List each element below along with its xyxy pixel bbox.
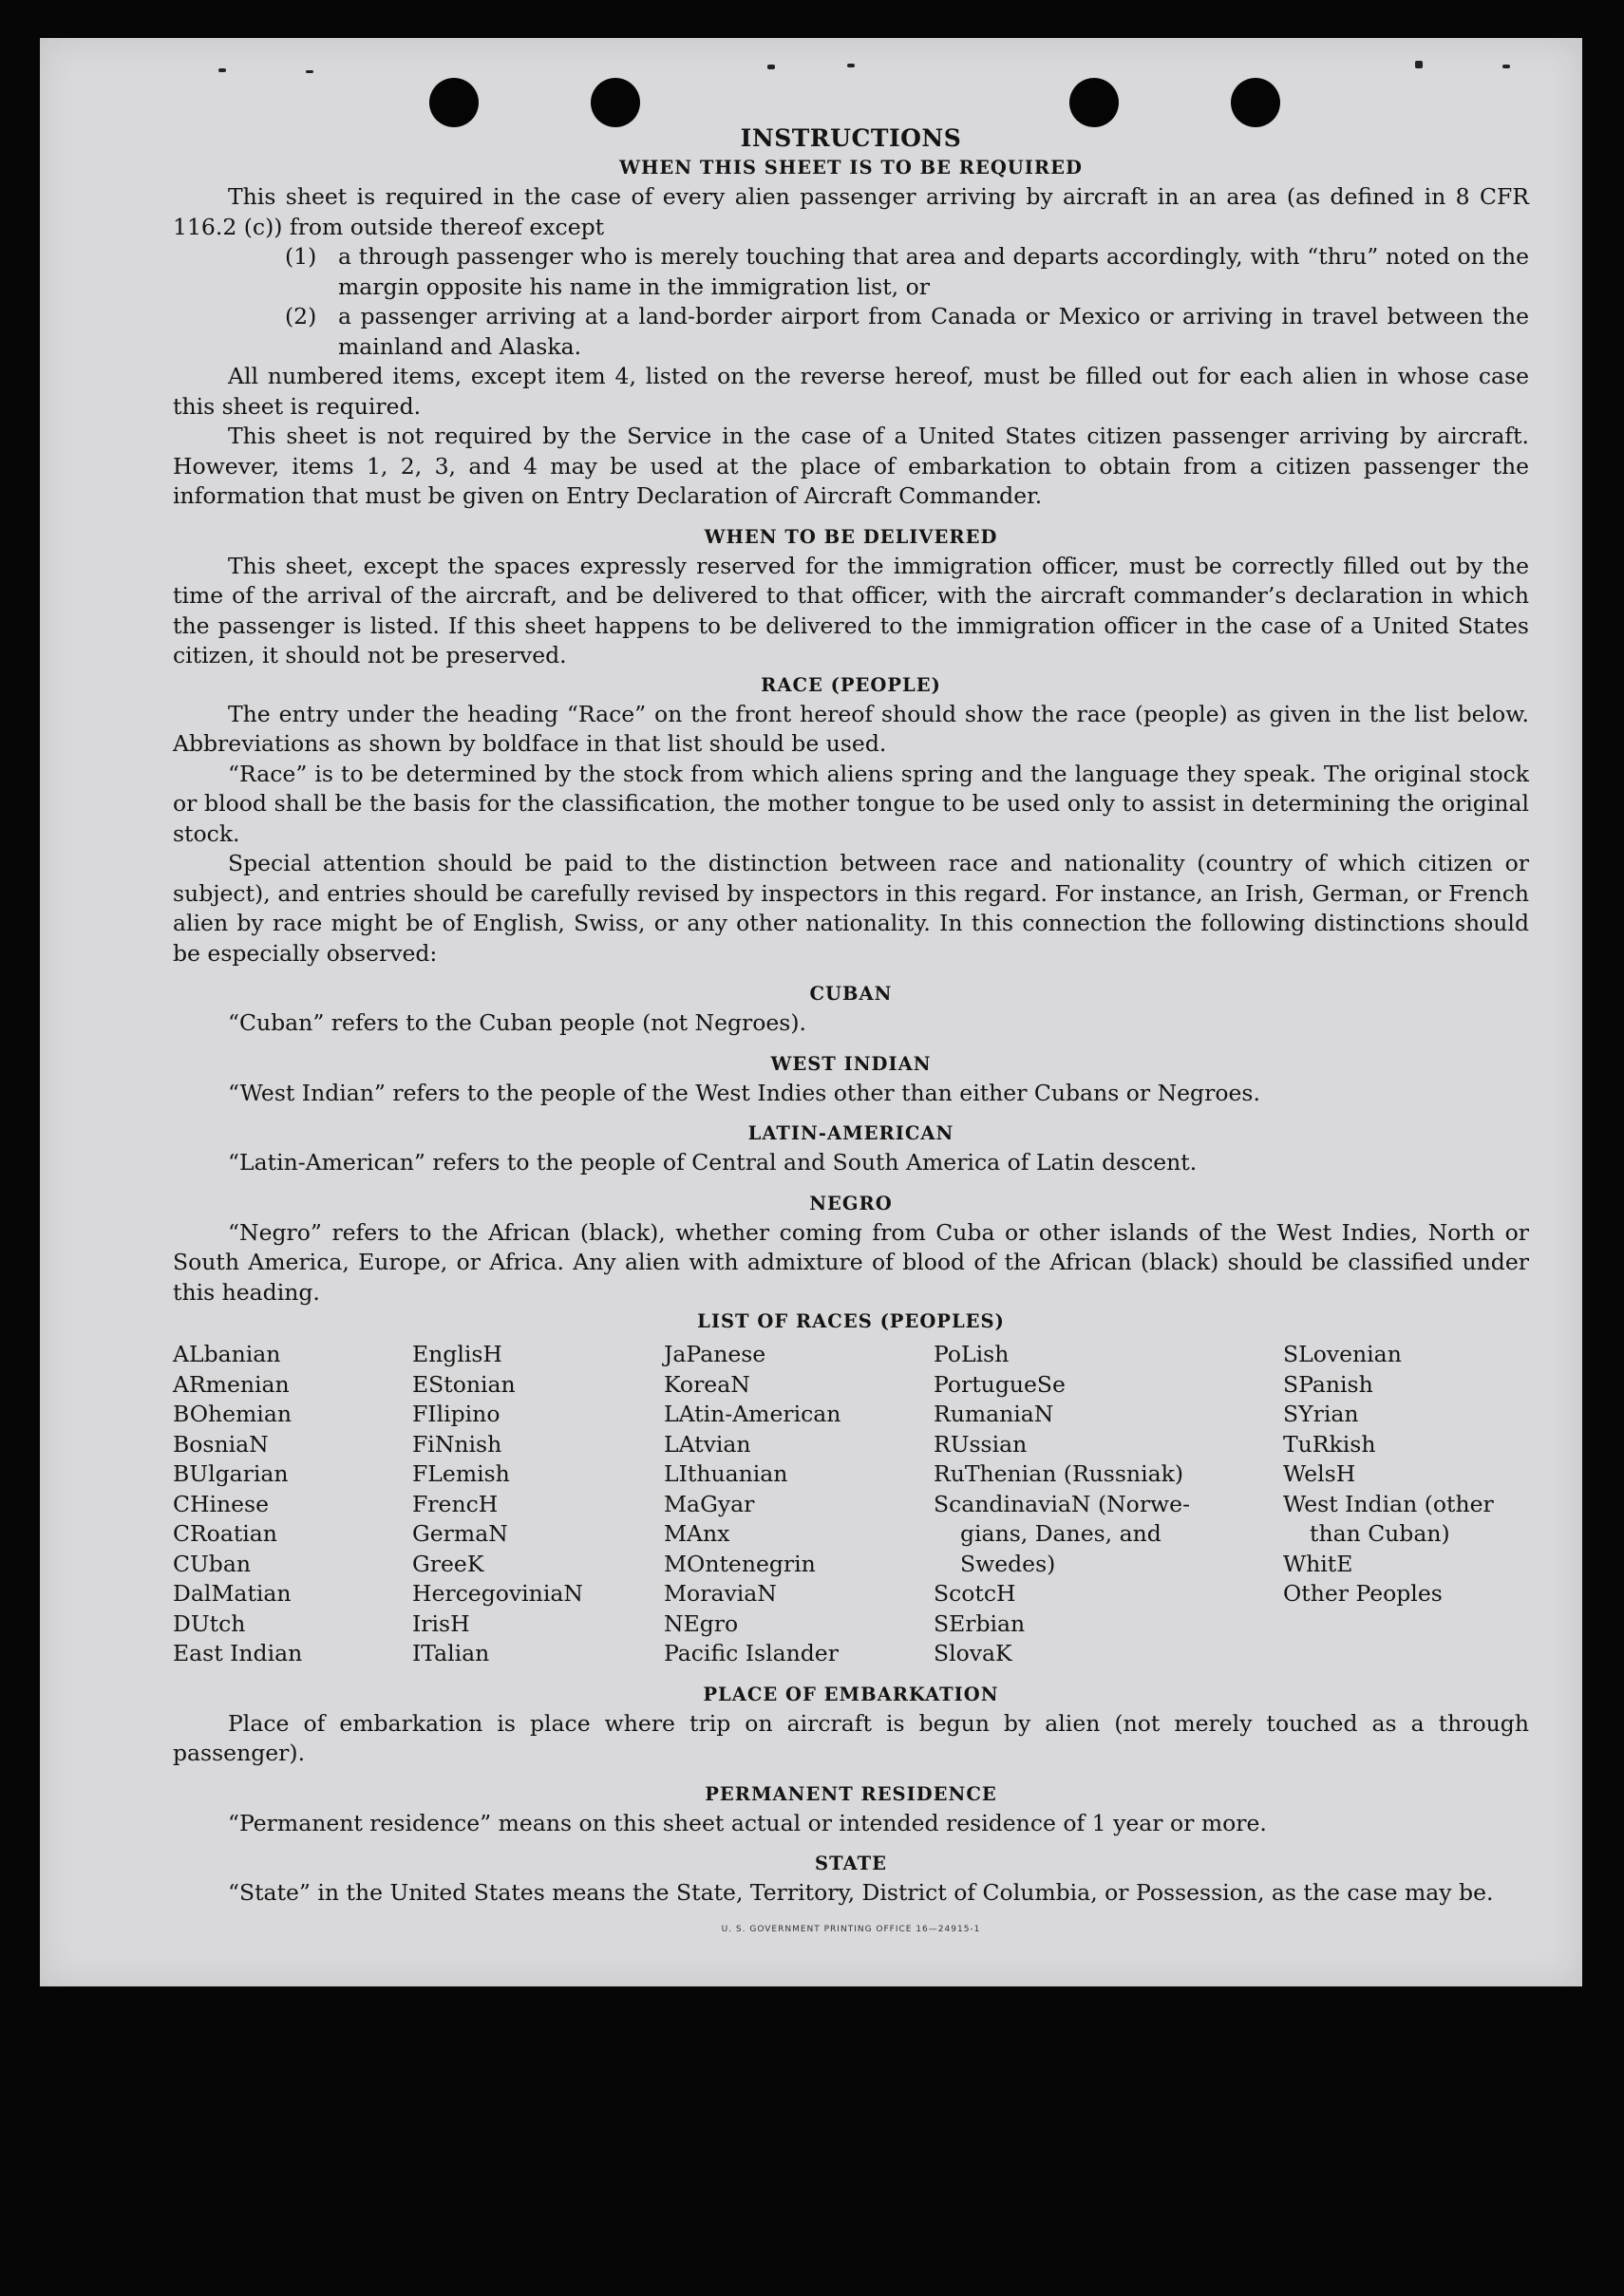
race-entry: ITalian	[412, 1640, 490, 1666]
race-entry: WelsH	[1283, 1460, 1356, 1487]
races-column	[934, 1340, 1283, 1669]
paragraph: The entry under the heading “Race” on the front hereof should show the race (people) as given in the list below. Abbreviations as shown by boldface in that list should be used.	[173, 700, 1529, 757]
section-heading: WHEN TO BE DELIVERED	[704, 525, 998, 548]
race-entry: GermaN	[412, 1520, 508, 1547]
race-entry: West Indian (other	[1283, 1490, 1494, 1517]
section-latin-american	[173, 1120, 1529, 1178]
race-entry: ARmenian	[173, 1370, 290, 1398]
race-entry: CRoatian	[173, 1520, 277, 1547]
race-entry: FrencH	[412, 1490, 499, 1517]
race-entry: TuRkish	[1283, 1430, 1376, 1458]
race-entry: BosniaN	[173, 1430, 269, 1458]
section-heading: RACE (PEOPLE)	[761, 673, 941, 696]
race-entry: IrisH	[412, 1609, 470, 1637]
scan-speck	[1502, 65, 1510, 68]
section-negro	[173, 1190, 1529, 1308]
race-entry: EnglisH	[412, 1341, 502, 1367]
races-table	[173, 1340, 1529, 1669]
race-entry: East Indian	[173, 1640, 303, 1666]
race-entry: KoreaN	[664, 1370, 750, 1398]
section-west-indian	[173, 1050, 1529, 1109]
section-heading: PERMANENT RESIDENCE	[705, 1782, 997, 1805]
paragraph: Special attention should be paid to the distinction between race and nationality (country of which citizen or subject), and entries should be carefully revised by inspectors in this regard. For instance, an Irish, German, or French alien by race might be of English, Swiss, or any other nationality. In this connection the following distinctions should be especially observed:	[173, 850, 1529, 967]
race-entry: LAtin-American	[664, 1401, 841, 1427]
races-column	[412, 1340, 664, 1669]
punch-hole	[591, 78, 640, 127]
section-heading: CUBAN	[809, 983, 893, 1005]
punch-hole	[429, 78, 479, 127]
race-entry: ScotcH	[934, 1580, 1016, 1607]
paragraph: “State” in the United States means the State, Territory, District of Columbia, or Possession, as the case may be.	[228, 1879, 1494, 1906]
race-entry: ScandinaviaN (Norwe-	[934, 1490, 1191, 1517]
race-entry: MoraviaN	[664, 1580, 777, 1607]
item-number: (2)	[285, 303, 317, 329]
race-entry: HercegoviniaN	[412, 1580, 583, 1607]
races-column	[1283, 1340, 1525, 1669]
punch-hole	[1231, 78, 1280, 127]
paragraph: This sheet is not required by the Service in the case of a United States citizen passenger arriving by aircraft. However, items 1, 2, 3, and 4 may be used at the place of embarkation to obtain from a citizen passenger the information that must be given on Entry Declaration of Aircraft Commander.	[173, 423, 1529, 509]
race-entry-continuation: than Cuban)	[1310, 1520, 1450, 1547]
scan-speck	[1415, 61, 1423, 68]
section-place-of-embarkation	[173, 1681, 1529, 1769]
race-entry: DUtch	[173, 1609, 246, 1637]
race-entry: FIlipino	[412, 1401, 500, 1427]
section-permanent-residence	[173, 1780, 1529, 1839]
race-entry: EStonian	[412, 1370, 516, 1398]
race-entry: RuThenian (Russniak)	[934, 1460, 1183, 1487]
section-heading: LATIN-AMERICAN	[747, 1122, 954, 1144]
punch-hole	[1069, 78, 1119, 127]
race-entry: RUssian	[934, 1430, 1028, 1458]
item-text: a passenger arriving at a land-border airport from Canada or Mexico or arriving in travel between the mainland and Alaska.	[338, 303, 1529, 360]
race-entry: SPanish	[1283, 1370, 1373, 1398]
paragraph: “Negro” refers to the African (black), whether coming from Cuba or other islands of the West Indies, North or South America, Europe, or Africa. Any alien with admixture of blood of the African (black) should be classified under this heading.	[173, 1218, 1529, 1306]
paragraph: “Race” is to be determined by the stock from which aliens spring and the language they speak. The original stock or blood shall be the basis for the classification, the mother tongue to be used only to assist in determining the original stock.	[173, 760, 1529, 847]
item-number: (1)	[285, 243, 317, 270]
paragraph: “Permanent residence” means on this sheet actual or intended residence of 1 year or more.	[228, 1809, 1267, 1836]
race-entry-continuation: Swedes)	[960, 1550, 1056, 1577]
section-when-delivered	[173, 523, 1529, 671]
race-entry: Other Peoples	[1283, 1580, 1443, 1607]
paragraph: “Latin-American” refers to the people of Central and South America of Latin descent.	[228, 1149, 1198, 1176]
race-entry: JaPanese	[664, 1341, 766, 1367]
race-entry: BOhemian	[173, 1401, 292, 1427]
document-title: INSTRUCTIONS	[740, 124, 962, 152]
race-entry: LAtvian	[664, 1430, 751, 1458]
race-entry: NEgro	[664, 1609, 739, 1637]
section-when-required	[173, 154, 1529, 512]
race-entry: PoLish	[934, 1341, 1010, 1367]
scan-speck	[306, 70, 313, 73]
race-entry: Pacific Islander	[664, 1640, 839, 1666]
section-race	[173, 671, 1529, 969]
race-entry: MAnx	[664, 1520, 730, 1547]
section-list-of-races	[173, 1308, 1529, 1669]
section-heading: WHEN THIS SHEET IS TO BE REQUIRED	[619, 157, 1083, 179]
printer-imprint: U. S. GOVERNMENT PRINTING OFFICE 16—24915-1	[721, 1924, 981, 1934]
section-state	[173, 1850, 1529, 1909]
paragraph: “Cuban” refers to the Cuban people (not Negroes).	[228, 1009, 807, 1036]
item-text: a through passenger who is merely touching that area and departs accordingly, with “thru” noted on the margin opposite his name in the immigration list, or	[338, 243, 1529, 300]
races-column	[664, 1340, 934, 1669]
race-entry: MaGyar	[664, 1490, 755, 1517]
race-entry: LIthuanian	[664, 1460, 788, 1487]
numbered-item	[285, 242, 1529, 302]
race-entry: BUlgarian	[173, 1460, 289, 1487]
paragraph: All numbered items, except item 4, listed on the reverse hereof, must be filled out for each alien in whose case this sheet is required.	[173, 363, 1529, 420]
race-entry: SErbian	[934, 1609, 1026, 1637]
paragraph: This sheet is required in the case of every alien passenger arriving by aircraft in an area (as defined in 8 CFR 116.2 (c)) from outside thereof except	[173, 183, 1529, 240]
paragraph: “West Indian” refers to the people of the West Indies other than either Cubans or Negroes.	[228, 1079, 1260, 1106]
races-column	[173, 1340, 412, 1669]
race-entry: ALbanian	[173, 1341, 281, 1367]
race-entry: CHinese	[173, 1490, 269, 1517]
scan-speck	[218, 68, 226, 72]
scan-speck	[847, 64, 855, 67]
race-entry: PortugueSe	[934, 1370, 1066, 1398]
section-heading: STATE	[815, 1853, 887, 1874]
paragraph: Place of embarkation is place where trip on aircraft is begun by alien (not merely touched as a through passenger).	[173, 1709, 1529, 1766]
race-entry: SYrian	[1283, 1401, 1359, 1427]
race-entry: GreeK	[412, 1550, 484, 1577]
section-heading: LIST OF RACES (PEOPLES)	[697, 1310, 1005, 1332]
section-heading: NEGRO	[809, 1192, 893, 1214]
numbered-item	[285, 302, 1529, 362]
form-sheet	[40, 38, 1582, 1986]
race-entry: SlovaK	[934, 1640, 1012, 1666]
race-entry: DalMatian	[173, 1580, 292, 1607]
instructions-document	[173, 123, 1529, 1939]
race-entry: MOntenegrin	[664, 1550, 816, 1577]
race-entry: FiNnish	[412, 1430, 502, 1458]
section-heading: WEST INDIAN	[770, 1052, 932, 1075]
race-entry-continuation: gians, Danes, and	[960, 1520, 1161, 1547]
race-entry: WhitE	[1283, 1550, 1353, 1577]
paragraph: This sheet, except the spaces expressly reserved for the immigration officer, must be correctly filled out by the time of the arrival of the aircraft, and be delivered to that officer, with the aircraft commander’s declaration in which the passenger is listed. If this sheet happens to be delivered to the immigration officer in the case of a United States citizen, it should not be preserved.	[173, 552, 1529, 668]
section-cuban	[173, 980, 1529, 1039]
race-entry: RumaniaN	[934, 1401, 1054, 1427]
section-heading: PLACE OF EMBARKATION	[703, 1683, 999, 1705]
scan-speck	[767, 65, 775, 69]
race-entry: SLovenian	[1283, 1341, 1402, 1367]
race-entry: FLemish	[412, 1460, 510, 1487]
race-entry: CUban	[173, 1550, 251, 1577]
